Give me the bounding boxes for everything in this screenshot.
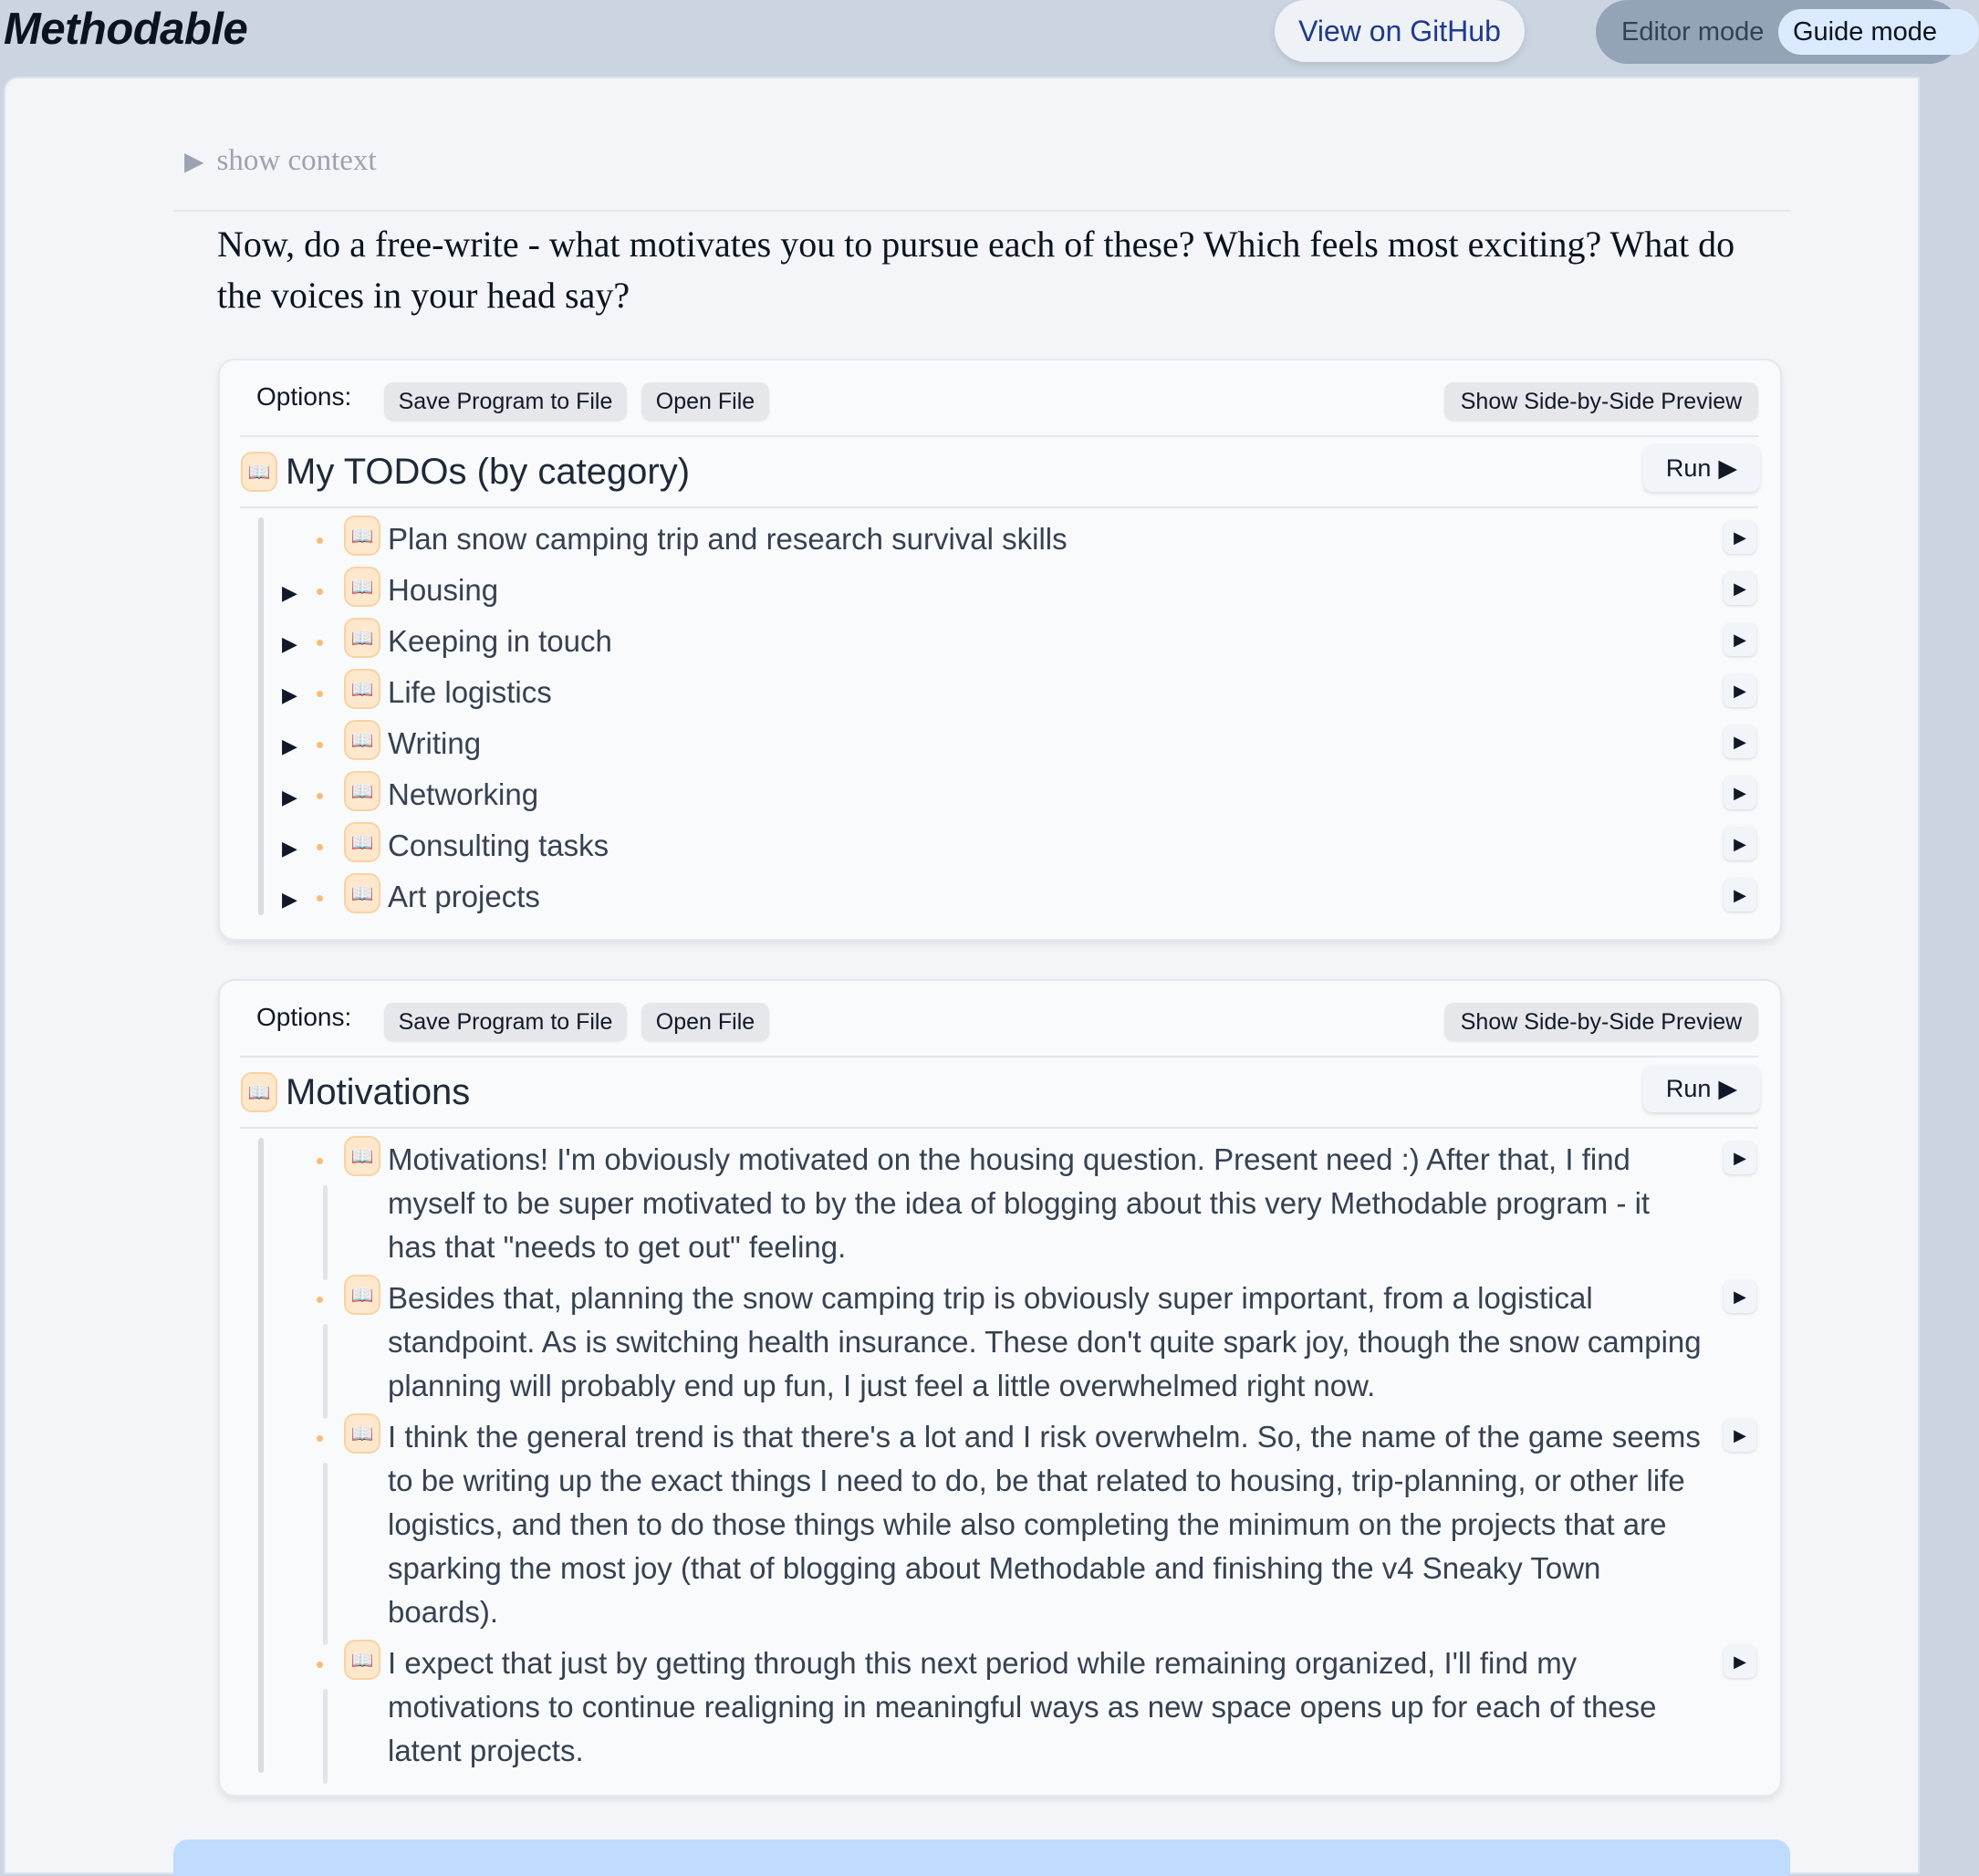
open-file-button[interactable]: Open File [641, 382, 769, 421]
item-text[interactable]: Consulting tasks [388, 829, 609, 862]
app-title: Methodable [4, 5, 248, 54]
bullet-dot [317, 537, 323, 544]
play-icon[interactable]: ▶ [1724, 623, 1756, 656]
book-icon[interactable]: 📖 [344, 1413, 380, 1454]
bullet-dot [317, 1435, 323, 1442]
item-rail [323, 1463, 328, 1645]
play-icon[interactable]: ▶ [1724, 1141, 1756, 1174]
divider [240, 506, 1758, 508]
play-icon[interactable]: ▶ [1724, 1419, 1756, 1452]
bullet-dot [317, 742, 323, 748]
book-icon[interactable]: 📖 [344, 669, 380, 709]
program-header [220, 1058, 1780, 1127]
program-card-motivations [218, 979, 1782, 1797]
item-text[interactable]: Life logistics [388, 675, 552, 709]
list-rail [258, 517, 264, 915]
play-icon[interactable]: ▶ [1724, 776, 1756, 809]
bullet-dot [317, 1158, 323, 1164]
save-program-button[interactable]: Save Program to File [384, 1003, 627, 1041]
bullet-dot [317, 691, 323, 697]
prompt-text: Now, do a free-write - what motivates you to pursue each of these? Which feels most exciting? What do the voices in your head say? [217, 224, 1735, 316]
show-preview-button[interactable]: Show Side-by-Side Preview [1444, 1003, 1758, 1041]
view-on-github-button[interactable]: View on GitHub [1275, 0, 1525, 62]
item-rail [323, 1324, 328, 1419]
bullet-dot [317, 640, 323, 646]
show-context-label: show context [216, 144, 377, 177]
play-icon[interactable]: ▶ [1724, 1645, 1756, 1678]
book-icon[interactable]: 📖 [344, 1275, 380, 1315]
options-row [220, 360, 1780, 435]
run-label: Run [1665, 453, 1712, 482]
play-icon[interactable]: ▶ [1724, 879, 1756, 912]
disclosure-triangle-icon: ▶ [184, 147, 204, 176]
item-text[interactable]: I expect that just by getting through this next period while remaining organized, I'll find my motivations to continue realigning in meaningful ways as new space opens up for each of these latent projects. [388, 1646, 1657, 1767]
save-program-button[interactable]: Save Program to File [384, 382, 627, 421]
next-section-bar [173, 1840, 1790, 1876]
item-rail [323, 1185, 328, 1280]
expand-icon[interactable]: ▶ [282, 786, 297, 808]
expand-icon[interactable]: ▶ [282, 735, 297, 757]
run-button[interactable] [1643, 1065, 1760, 1112]
book-icon[interactable]: 📖 [241, 1072, 277, 1112]
run-button[interactable] [1643, 444, 1760, 492]
program-title[interactable]: My TODOs (by category) [286, 452, 691, 492]
program-card-todos [218, 359, 1782, 941]
options-label: Options: [256, 1003, 352, 1031]
play-icon: ▶ [1718, 453, 1738, 482]
open-file-button[interactable]: Open File [641, 1003, 769, 1041]
divider [173, 210, 1790, 212]
show-preview-button[interactable]: Show Side-by-Side Preview [1444, 382, 1758, 421]
play-icon[interactable]: ▶ [1724, 828, 1756, 860]
book-icon[interactable]: 📖 [344, 873, 380, 913]
options-row [220, 981, 1780, 1056]
mode-switch[interactable] [1596, 0, 1961, 64]
play-icon[interactable]: ▶ [1724, 521, 1756, 554]
item-text[interactable]: Besides that, planning the snow camping trip is obviously super important, from a logistical standpoint. As is switching health insurance. These don't quite spark joy, though the snow camping planning will probably end up fun, I just feel a little overwhelmed right now. [388, 1281, 1702, 1402]
item-rail [323, 1689, 328, 1784]
top-bar [0, 0, 1937, 77]
bullet-dot [317, 1662, 323, 1668]
options-label: Options: [256, 382, 352, 411]
program-header [220, 437, 1780, 506]
bullet-dot [317, 589, 323, 595]
book-icon[interactable]: 📖 [344, 720, 380, 760]
expand-icon[interactable]: ▶ [282, 632, 297, 655]
bullet-dot [317, 844, 323, 850]
item-text[interactable]: Housing [388, 573, 499, 607]
play-icon: ▶ [1718, 1074, 1738, 1102]
play-icon[interactable]: ▶ [1724, 1280, 1756, 1313]
bullet-dot [317, 895, 323, 902]
item-text[interactable]: Plan snow camping trip and research survival skills [388, 522, 1068, 556]
book-icon[interactable]: 📖 [344, 1136, 380, 1176]
book-icon[interactable]: 📖 [344, 567, 380, 607]
bullet-dot [317, 1297, 323, 1303]
divider [240, 1127, 1758, 1129]
book-icon[interactable]: 📖 [344, 822, 380, 862]
item-text[interactable]: Writing [388, 726, 482, 760]
book-icon[interactable]: 📖 [344, 771, 380, 811]
expand-icon[interactable]: ▶ [282, 683, 297, 706]
item-text[interactable]: Networking [388, 777, 539, 811]
book-icon[interactable]: 📖 [344, 516, 380, 556]
item-text[interactable]: Motivations! I'm obviously motivated on the housing question. Present need :) After that, I find myself to be super motivated to by the idea of blogging about this very Methodable program - it has that "needs to get out" feeling. [388, 1142, 1651, 1264]
book-icon[interactable]: 📖 [344, 618, 380, 658]
show-context-toggle[interactable] [184, 144, 377, 178]
guide-mode-toggle[interactable]: Guide mode [1778, 9, 1979, 55]
play-icon[interactable]: ▶ [1724, 572, 1756, 605]
item-text[interactable]: I think the general trend is that there's a lot and I risk overwhelm. So, the name of the game seems to be writing up the exact things I need to do, be that related to housing, trip-planning, or other life logistics, and then to do those things while also completing the minimum on the projects that are sparking the most joy (that of blogging about Methodable and finishing the v4 Sneaky Town boards). [388, 1420, 1701, 1629]
bullet-dot [317, 793, 323, 799]
expand-icon[interactable]: ▶ [282, 581, 297, 604]
play-icon[interactable]: ▶ [1724, 725, 1756, 758]
expand-icon[interactable]: ▶ [282, 837, 297, 860]
item-text[interactable]: Art projects [388, 880, 540, 913]
editor-mode-toggle[interactable]: Editor mode [1621, 16, 1765, 47]
program-title[interactable]: Motivations [286, 1072, 471, 1112]
item-text[interactable]: Keeping in touch [388, 624, 612, 658]
expand-icon[interactable]: ▶ [282, 888, 297, 911]
book-icon[interactable]: 📖 [241, 452, 277, 492]
run-label: Run [1665, 1074, 1712, 1102]
book-icon[interactable]: 📖 [344, 1640, 380, 1680]
list-rail [258, 1138, 264, 1773]
play-icon[interactable]: ▶ [1724, 674, 1756, 707]
